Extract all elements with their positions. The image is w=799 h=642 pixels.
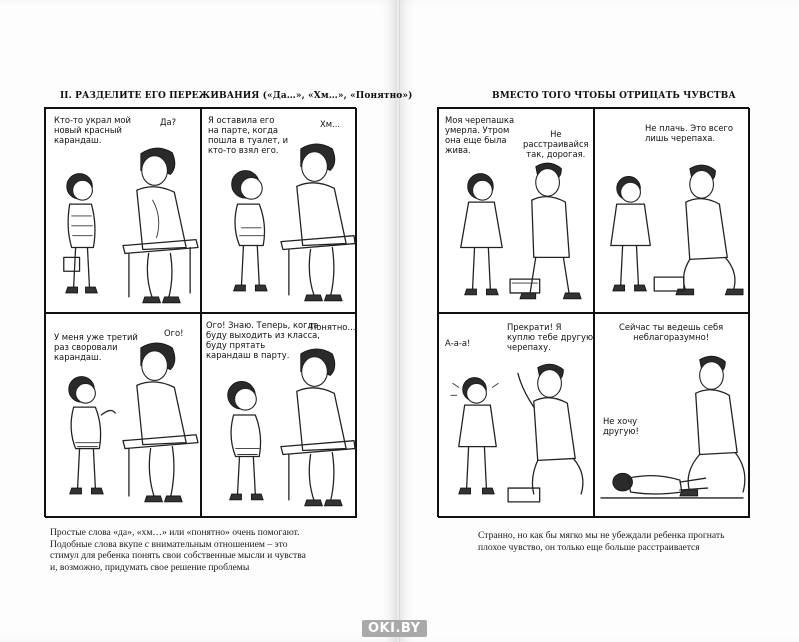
left-page-heading: II. РАЗДЕЛИТЕ ЕГО ПЕРЕЖИВАНИЯ («Да…», «Хм…», «Понятно») — [60, 91, 413, 101]
watermark-logo: OKI.BY — [362, 620, 427, 637]
comic-panel-8 — [594, 313, 750, 518]
comic-panel-3 — [45, 313, 201, 518]
panel-2-adult-speech: Хм... — [320, 119, 341, 129]
right-comic-grid — [437, 107, 749, 517]
panel-2-child-speech: Я оставила его на парте, когда пошла в туалет, и кто-то взял его. — [208, 115, 289, 155]
right-page-caption: Странно, но как бы мягко мы не убеждали ребенка прогнать плохое чувство, он только еще больше расстраивается — [478, 530, 725, 553]
comic-panel-5 — [438, 108, 594, 313]
panel-8-child-speech: Не хочу другую! — [603, 416, 639, 436]
panel-7-child-speech: А-а-а! — [445, 338, 471, 348]
panel-5-child-speech: Моя черепашка умерла. Утром она еще была жива. — [445, 115, 515, 155]
comic-panel-2 — [201, 108, 357, 313]
left-page-caption: Простые слова «да», «хм…» или «понятно» очень помогают. Подобные слова вкупе с внимательным отношением – это стимул для ребенка понять свои собственные мысли и чувства и, возможно, придумать свое решение проблемы — [50, 527, 306, 573]
comic-panel-7 — [438, 313, 594, 518]
panel-4-adult-speech: Понятно... — [310, 322, 356, 332]
panel-3-adult-speech: Ого! — [164, 328, 184, 338]
panel-1-adult-speech: Да? — [160, 117, 177, 127]
panel-5-adult-speech: Не расстраивайся так, дорогая. — [523, 129, 589, 159]
right-page-heading: ВМЕСТО ТОГО ЧТОБЫ ОТРИЦАТЬ ЧУВСТВА — [492, 91, 736, 101]
panel-4-child-speech: Ого! Знаю. Теперь, когда буду выходить из класса, буду прятать карандаш в парту. — [206, 320, 320, 360]
left-comic-grid — [44, 107, 356, 517]
panel-7-adult-speech: Прекрати! Я куплю тебе другую черепаху. — [507, 322, 594, 352]
panel-8-adult-speech: Сейчас ты ведешь себя неблагоразумно! — [619, 322, 724, 342]
comic-panel-6 — [594, 108, 750, 313]
comic-panel-1 — [45, 108, 201, 313]
panel-6-adult-speech: Не плачь. Это всего лишь черепаха. — [645, 123, 734, 143]
comic-panel-4 — [201, 313, 357, 518]
panel-3-child-speech: У меня уже третий раз своровали карандаш. — [54, 332, 138, 362]
panel-1-child-speech: Кто-то украл мой новый красный карандаш. — [54, 115, 131, 145]
